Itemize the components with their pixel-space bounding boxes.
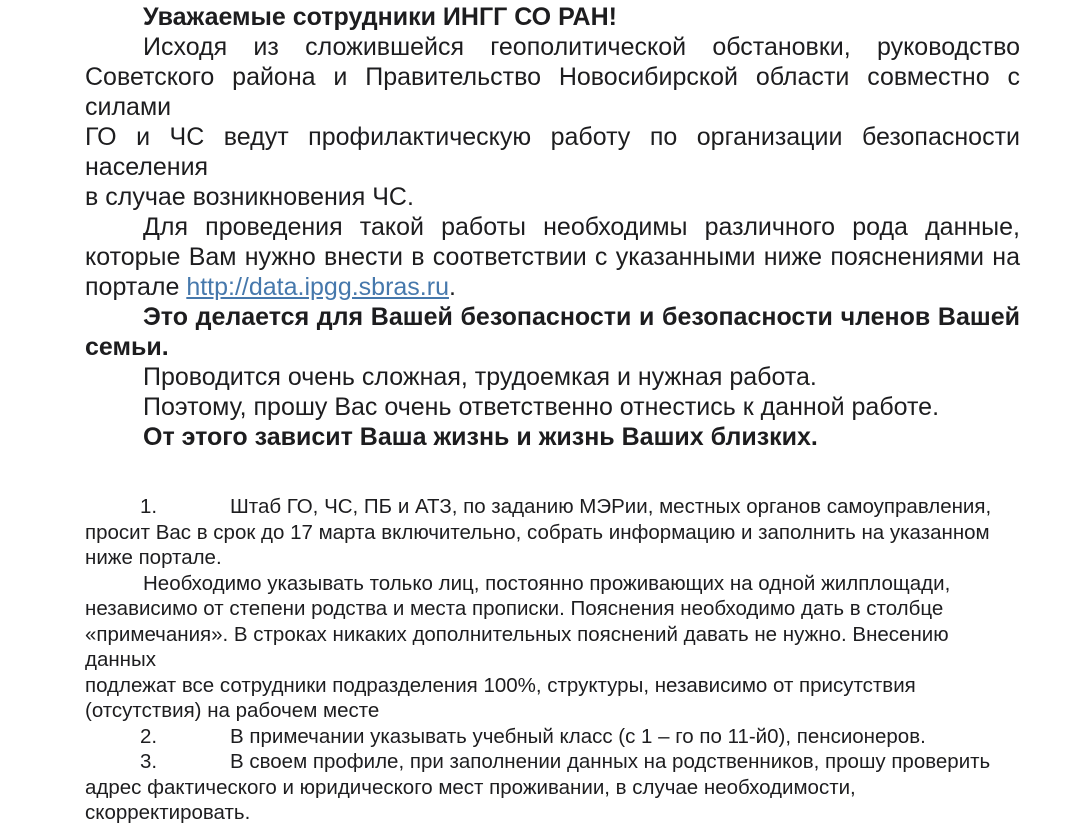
- text-line: адрес фактического и юридического мест проживании, в случае необходимости, скорректировать.: [85, 775, 856, 824]
- link-line-prefix: портале: [85, 273, 187, 301]
- list-item-number: 2.: [140, 724, 158, 748]
- text-line: подлежат все сотрудники подразделения 100%, структуры, независимо от присутствия: [85, 673, 916, 697]
- list-item-first-line: [85, 724, 1020, 750]
- text-line: (отсутствия) на рабочем месте: [85, 699, 380, 722]
- intro-paragraphs: [85, 32, 1020, 452]
- text-line: Проводится очень сложная, трудоемкая и нужная работа.: [143, 363, 817, 391]
- list-item-first-line: [85, 749, 1020, 775]
- text-line: Советского района и Правительство Новосибирской области совместно с силами: [85, 63, 1020, 121]
- text-line: семьи.: [85, 333, 169, 361]
- emphasis-paragraph: [85, 302, 1020, 362]
- portal-link[interactable]: http://data.ipgg.sbras.ru: [186, 273, 449, 301]
- text-line: Это делается для Вашей безопасности и безопасности членов Вашей: [143, 303, 1020, 331]
- list-item: [85, 494, 1020, 571]
- text-line: «примечания». В строках никаких дополнительных пояснений давать не нужно. Внесению данных: [85, 622, 949, 671]
- list-item-text: Штаб ГО, ЧС, ПБ и АТЗ, по заданию МЭРии, местных органов самоуправления,: [230, 495, 992, 518]
- list-item-number: 1.: [140, 495, 158, 518]
- document-heading: Уважаемые сотрудники ИНГГ СО РАН!: [143, 3, 617, 31]
- body-paragraph: [85, 32, 1020, 212]
- link-line: [85, 272, 1020, 302]
- link-line-suffix: .: [448, 273, 456, 301]
- emphasis-paragraph: [85, 422, 1020, 452]
- text-line: Для проведения такой работы необходимы различного рода данные,: [143, 213, 1020, 241]
- list-item-first-line: [85, 494, 1020, 520]
- numbered-instructions-section: [85, 494, 1020, 826]
- body-paragraph: [85, 392, 1020, 422]
- text-line: которые Вам нужно внести в соответствии с указанными ниже пояснениями на: [85, 243, 1020, 271]
- list-item: [85, 724, 1020, 750]
- text-line: независимо от степени родства и места прописки. Пояснения необходимо дать в столбце: [85, 597, 944, 620]
- text-line: ГО и ЧС ведут профилактическую работу по организации безопасности населения: [85, 123, 1020, 181]
- list-item: [85, 749, 1020, 826]
- text-line: в случае возникновения ЧС.: [85, 183, 414, 211]
- text-line: Исходя из сложившейся геополитической обстановки, руководство: [143, 33, 1020, 61]
- list-item-text: В своем профиле, при заполнении данных на родственников, прошу проверить: [230, 750, 991, 773]
- intro-section: [85, 2, 1020, 452]
- list-item-number: 3.: [140, 750, 158, 773]
- text-line: Поэтому, прошу Вас очень ответственно отнестись к данной работе.: [143, 393, 940, 421]
- text-line: просит Вас в срок до 17 марта включительно, собрать информацию и заполнить на указанном: [85, 520, 990, 544]
- text-line: ниже портале.: [85, 546, 222, 569]
- list-item-text: В примечании указывать учебный класс (с 1 – го по 11-й0), пенсионеров.: [230, 724, 926, 748]
- body-paragraph: [85, 212, 1020, 302]
- list-note-paragraph: [85, 571, 1020, 724]
- body-paragraph: [85, 362, 1020, 392]
- text-line: От этого зависит Ваша жизнь и жизнь Ваших близких.: [143, 423, 818, 451]
- text-line: Необходимо указывать только лиц, постоянно проживающих на одной жилплощади,: [143, 571, 951, 595]
